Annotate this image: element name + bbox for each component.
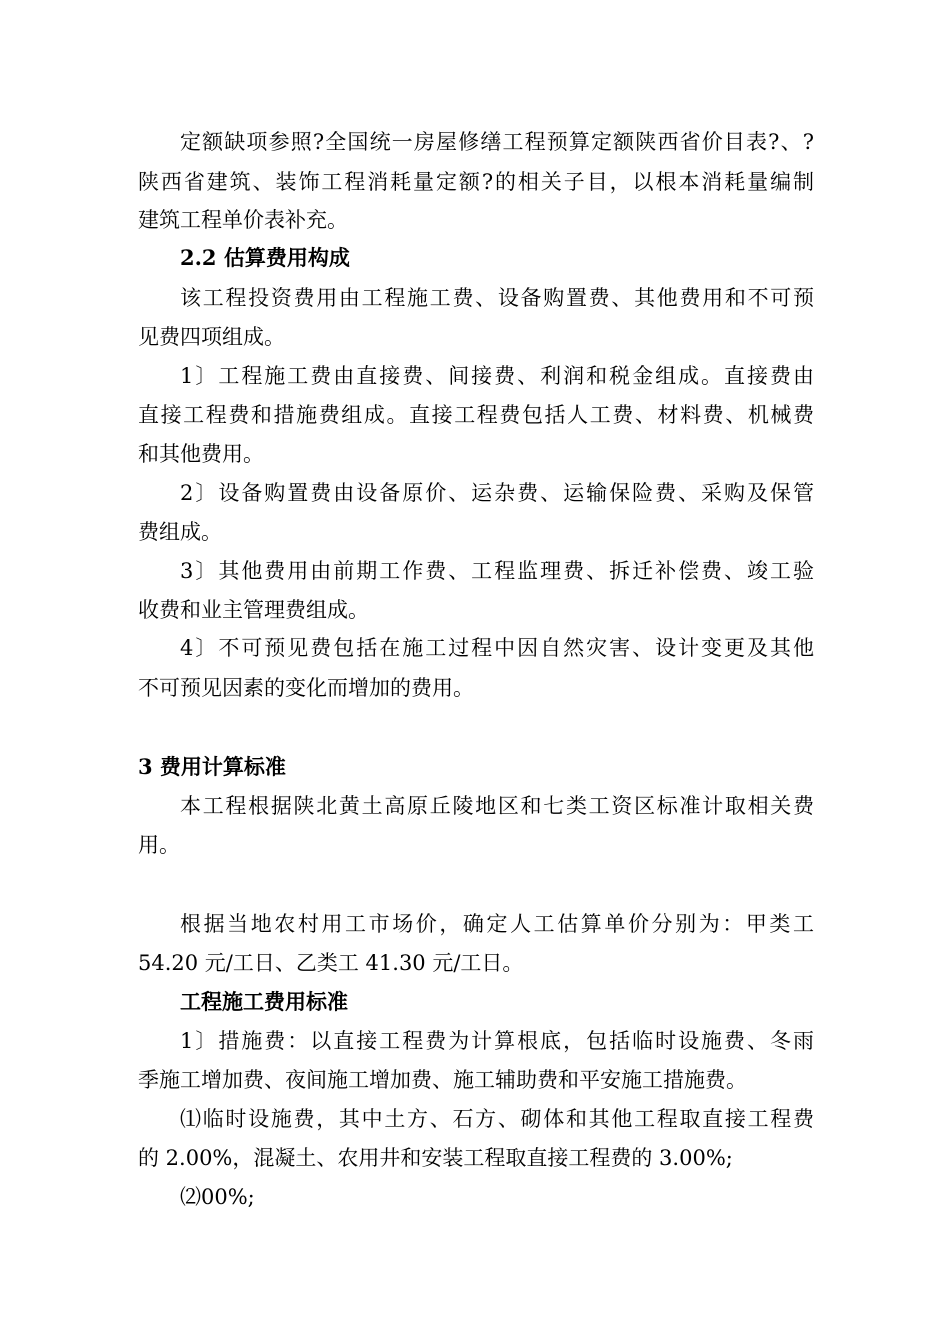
paragraph-line: ⑴临时设施费，其中土方、石方、砌体和其他工程取直接工程费	[180, 1107, 814, 1131]
paragraph-line: 1〕措施费：以直接工程费为计算根底，包括临时设施费、冬雨	[180, 1029, 814, 1053]
subsection-heading: 工程施工费用标准	[180, 989, 348, 1014]
paragraph-line: 建筑工程单价表补充。	[138, 208, 348, 232]
paragraph-line: 2〕设备购置费由设备原价、运杂费、运输保险费、采购及保管	[180, 481, 814, 505]
paragraph-line: 3〕其他费用由前期工作费、工程监理费、拆迁补偿费、竣工验	[180, 559, 814, 583]
paragraph-line: 根据当地农村用工市场价，确定人工估算单价分别为：甲类工	[180, 912, 814, 936]
paragraph-line: 定额缺项参照?全国统一房屋修缮工程预算定额陕西省价目表?、?	[180, 130, 814, 154]
paragraph-line: 陕西省建筑、装饰工程消耗量定额?的相关子目，以根本消耗量编制	[138, 170, 814, 194]
paragraph-line: 用。	[138, 833, 180, 857]
section-heading-2-2: 2.2 估算费用构成	[180, 245, 350, 270]
paragraph-line: 该工程投资费用由工程施工费、设备购置费、其他费用和不可预	[180, 286, 814, 310]
paragraph-line: 季施工增加费、夜间施工增加费、施工辅助费和平安施工措施费。	[138, 1068, 747, 1092]
section-heading-3: 3 费用计算标准	[138, 754, 286, 779]
paragraph-line: ⑵00%;	[180, 1185, 255, 1209]
paragraph-line: 和其他费用。	[138, 442, 264, 466]
paragraph-line: 见费四项组成。	[138, 325, 285, 349]
paragraph-line: 直接工程费和措施费组成。直接工程费包括人工费、材料费、机械费	[138, 403, 814, 427]
paragraph-line: 54.20 元/工日、乙类工 41.30 元/工日。	[138, 951, 524, 975]
paragraph-line: 1〕工程施工费由直接费、间接费、利润和税金组成。直接费由	[180, 364, 814, 388]
paragraph-line: 费组成。	[138, 520, 222, 544]
paragraph-line: 的 2.00%，混凝土、农用井和安装工程取直接工程费的 3.00%;	[138, 1146, 733, 1170]
paragraph-line: 收费和业主管理费组成。	[138, 598, 369, 622]
paragraph-line: 不可预见因素的变化而增加的费用。	[138, 676, 474, 700]
paragraph-line: 本工程根据陕北黄土高原丘陵地区和七类工资区标准计取相关费	[180, 794, 814, 818]
paragraph-line: 4〕不可预见费包括在施工过程中因自然灾害、设计变更及其他	[180, 636, 814, 660]
